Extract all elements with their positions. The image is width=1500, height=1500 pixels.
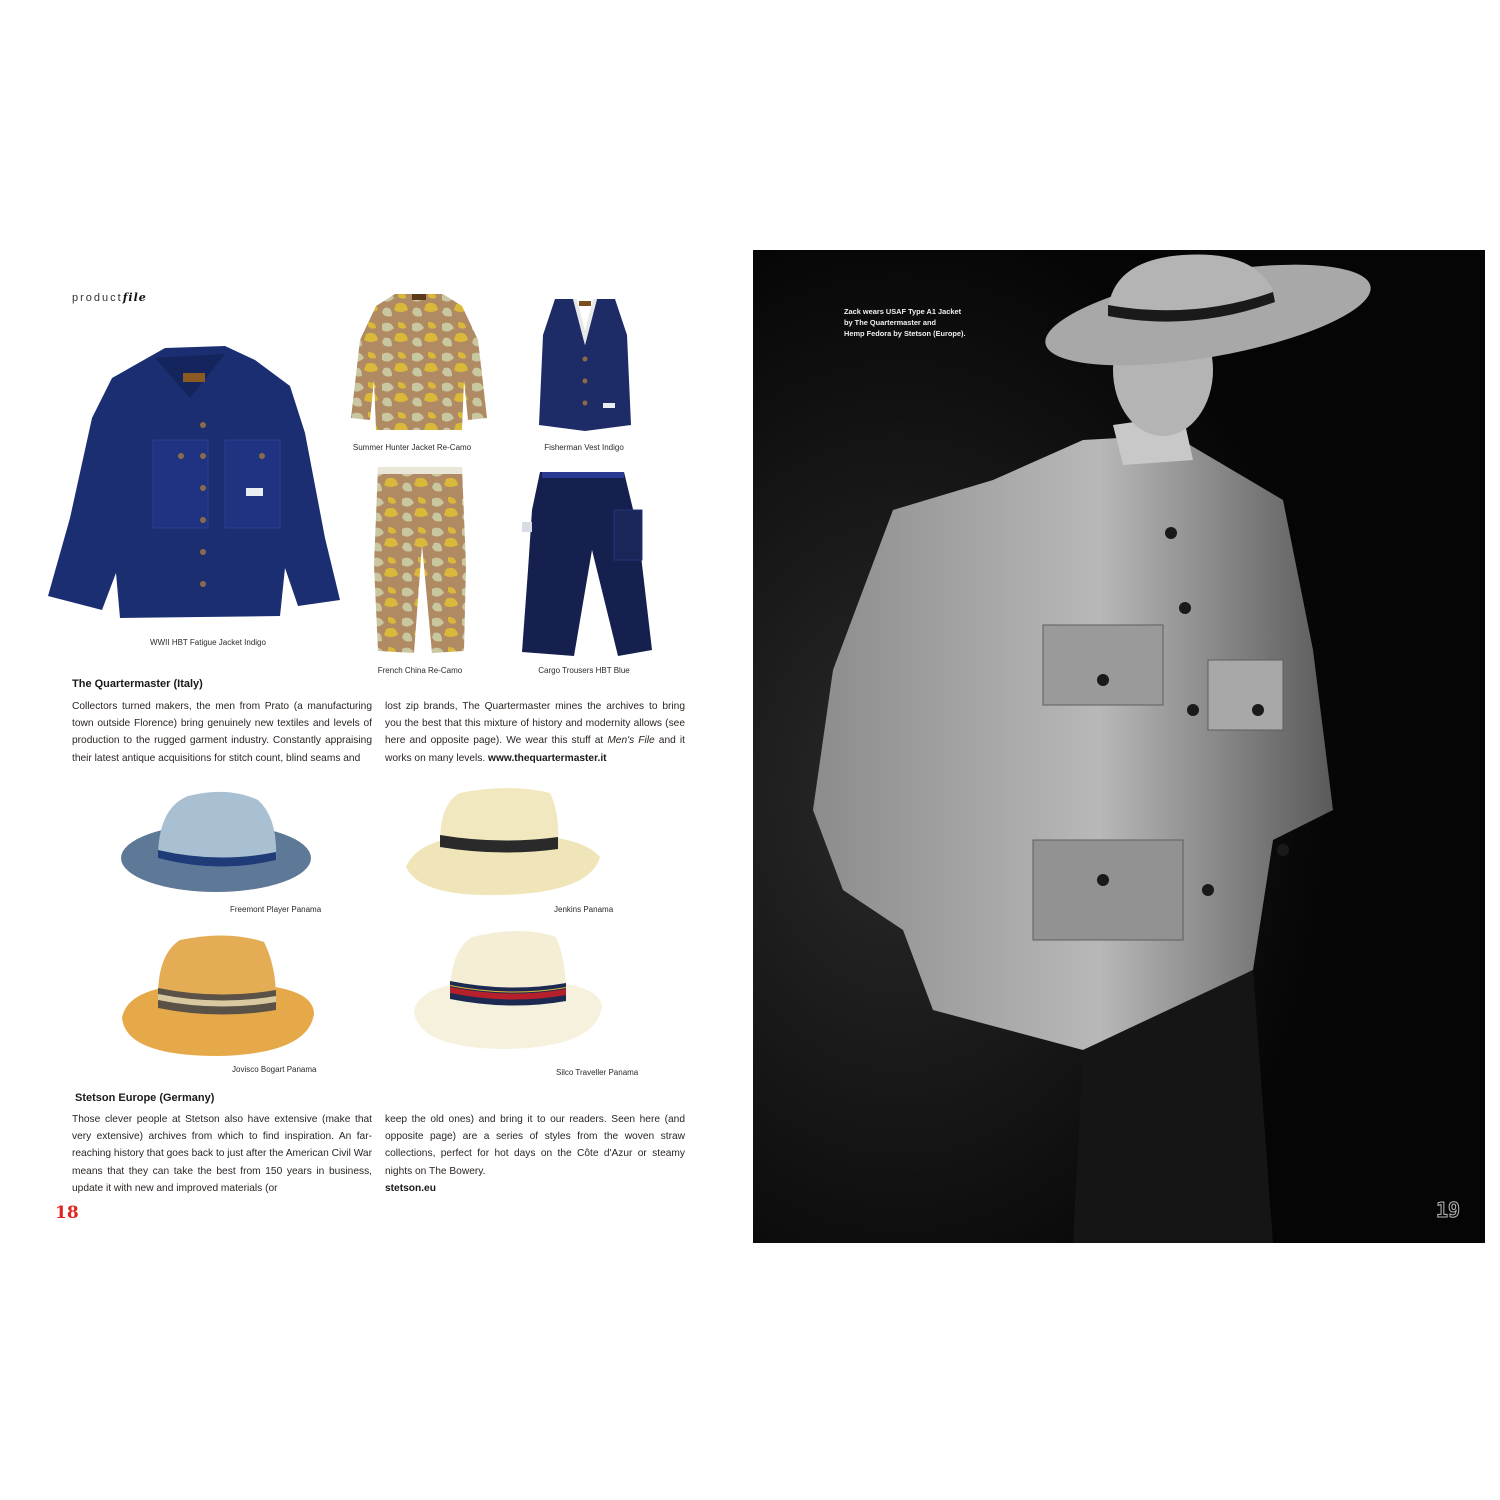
hat-caption: Silco Traveller Panama xyxy=(556,1068,639,1077)
quartermaster-heading: The Quartermaster (Italy) xyxy=(72,678,203,690)
jacket-indigo-image xyxy=(40,338,352,620)
vest-indigo-image xyxy=(535,295,635,431)
page-number-right: 19 xyxy=(1436,1198,1461,1222)
product-caption: Fisherman Vest Indigo xyxy=(544,443,624,452)
quartermaster-body-col1: Collectors turned makers, the men from Prato (a manufacturing town outside Florence) bring genuinely new textiles and levels of production to the rugged garment industry. Constantly appraising their latest antique acquisitions for stitch count, blind seams and xyxy=(72,701,372,764)
stetson-body-col2: keep the old ones) and bring it to our readers. Seen here (and opposite page) are a series of styles from the woven straw collections, perfect for hot days on the Côte d'Azur or steamy nights on The Bowery. stetson.eu xyxy=(385,1114,685,1194)
model-photo-illustration xyxy=(753,250,1485,1243)
stetson-heading: Stetson Europe (Germany) xyxy=(75,1092,215,1104)
section-tag xyxy=(72,291,147,304)
hat-jovisco-image xyxy=(118,930,318,1058)
page-number-left: 18 xyxy=(55,1203,79,1223)
jacket-camo-image xyxy=(350,290,488,434)
quartermaster-body-col2: lost zip brands, The Quartermaster mines the archives to bring you the best that this mixture of history and modernity allows (see here and opposite page). We wear this stuff at Men's File and it works on many levels. www.thequartermaster.it xyxy=(385,701,685,764)
magazine-name: Men's File xyxy=(607,735,655,747)
hat-freemont-image xyxy=(118,788,318,898)
photo-caption: Zack wears USAF Type A1 Jacket by The Quartermaster and Hemp Fedora by Stetson (Europe). xyxy=(844,307,966,338)
section-tag-suffix: file xyxy=(122,291,147,304)
hat-caption: Freemont Player Panama xyxy=(230,905,322,914)
product-caption: Summer Hunter Jacket Re-Camo xyxy=(352,443,472,452)
trousers-indigo-image xyxy=(520,470,655,658)
product-caption: French China Re-Camo xyxy=(377,666,463,675)
product-caption: Cargo Trousers HBT Blue xyxy=(538,666,630,675)
trousers-camo-image xyxy=(370,465,470,655)
hat-jenkins-image xyxy=(400,783,605,898)
section-tag-prefix: product xyxy=(72,292,123,304)
quartermaster-url-link[interactable]: www.thequartermaster.it xyxy=(488,752,607,764)
fashion-photo xyxy=(753,250,1485,1243)
hat-caption: Jenkins Panama xyxy=(554,905,614,914)
hat-silco-image xyxy=(410,925,605,1050)
hat-caption: Jovisco Bogart Panama xyxy=(232,1065,317,1074)
stetson-body-col1: Those clever people at Stetson also have extensive (make that very extensive) archives from which to find inspiration. An far-reaching history that goes back to just after the American Civil War means that they can take the best from 150 years in business, update it with new and improved materials (or xyxy=(72,1114,372,1194)
product-caption: WWII HBT Fatigue Jacket Indigo xyxy=(150,638,266,647)
stetson-url-link[interactable]: stetson.eu xyxy=(385,1182,436,1194)
